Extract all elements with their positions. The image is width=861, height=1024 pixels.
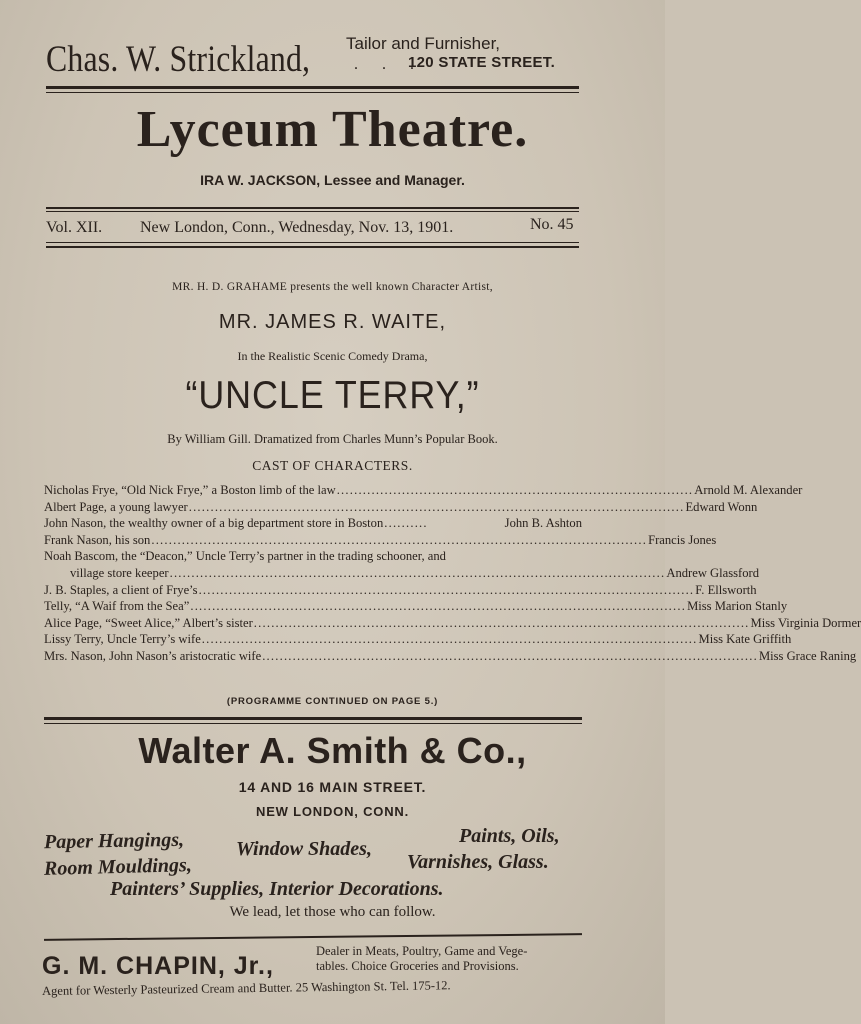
goods-supplies: Painters’ Supplies, Interior Decorations. xyxy=(110,878,444,900)
cast-row xyxy=(44,582,757,599)
goods-shades: Window Shades, xyxy=(236,838,372,860)
theatre-title: Lyceum Theatre. xyxy=(136,101,529,158)
cast-role: Telly, “A Waif from the Sea” xyxy=(44,599,190,614)
chapin-agent-line xyxy=(42,978,451,999)
leader-dots: .......... xyxy=(384,516,428,531)
cast-actor: John B. Ashton xyxy=(504,516,582,531)
issue-rule-top-thin xyxy=(46,211,579,212)
cast-role: Lissy Terry, Uncle Terry’s wife xyxy=(44,632,201,647)
issue-dateline: New London, Conn., Wednesday, Nov. 13, 1901. xyxy=(140,219,454,236)
cast-role: Frank Nason, his son xyxy=(44,532,151,547)
cast-role: Mrs. Nason, John Nason’s aristocratic wife xyxy=(44,648,262,663)
issue-rule-bottom-thin xyxy=(46,242,579,243)
leader-dots: .................................................................................................................. xyxy=(198,582,695,597)
chapin-name: G. M. CHAPIN, Jr., xyxy=(42,952,274,980)
cast-actor: Edward Wonn xyxy=(685,499,758,514)
cast-row xyxy=(44,631,792,648)
cast-list xyxy=(44,482,861,665)
header-rule-thin xyxy=(46,92,579,93)
cast-row xyxy=(44,615,861,632)
leader-dots: .................................................................................................................. xyxy=(190,599,687,614)
theatre-lessee: IRA W. JACKSON, Lessee and Manager. xyxy=(200,172,465,188)
cast-role: J. B. Staples, a client of Frye’s xyxy=(44,582,198,597)
cast-row xyxy=(44,499,758,516)
cast-row xyxy=(44,482,803,499)
leader-dots: .................................................................................................................. xyxy=(151,532,648,547)
goods-paints: Paints, Oils, xyxy=(459,825,560,847)
leader-dots: .................................................................................................................. xyxy=(169,565,666,580)
chapin-agent: Agent for Westerly Pasteurized xyxy=(42,981,199,998)
strickland-name: Chas. W. Strickland, xyxy=(46,39,311,80)
cast-actor: Arnold M. Alexander xyxy=(694,483,803,497)
cast-actor: Miss Virginia Dormer xyxy=(750,615,861,630)
cast-actor: Andrew Glassford xyxy=(666,565,760,580)
issue-volume: Vol. XII. xyxy=(46,219,103,236)
smith-rule-thick xyxy=(44,717,582,720)
goods-varnishes: Varnishes, Glass. xyxy=(407,851,549,873)
goods-paper: Paper Hangings, xyxy=(43,828,185,854)
play-byline: By William Gill. Dramatized from Charles Munn’s Popular Book. xyxy=(167,432,498,446)
cast-role: Alice Page, “Sweet Alice,” Albert’s sister xyxy=(44,615,253,630)
cast-role: village store keeper xyxy=(70,565,169,580)
smith-rule-thin xyxy=(44,723,582,724)
issue-number: No. 45 xyxy=(530,216,574,233)
leader-dots: .................................................................................................................. xyxy=(262,648,758,663)
chapin-dealer-line: tables. Choice Groceries and Provisions. xyxy=(316,959,519,973)
goods-mouldings: Room Mouldings, xyxy=(43,854,193,880)
leader-dots: .................................................................................................................. xyxy=(188,499,685,514)
cast-actor: F. Ellsworth xyxy=(695,582,757,597)
cast-role: Nicholas Frye, “Old Nick Frye,” a Boston limb of the law xyxy=(44,483,336,497)
cast-row xyxy=(44,565,760,582)
cast-row xyxy=(44,598,788,615)
cast-actor: Miss Grace Raning xyxy=(758,648,857,663)
cast-actor: Francis Jones xyxy=(648,532,717,547)
cast-actor: Miss Kate Griffith xyxy=(698,632,792,647)
leader-dots: .................................................................................. xyxy=(336,483,694,497)
chapin-dealer-line: Cream and Butter. 25 Washington St. Tel. 175-12. xyxy=(201,978,451,996)
smith-city: NEW LONDON, CONN. xyxy=(256,804,409,819)
cast-role: Noah Bascom, the “Deacon,” Uncle Terry’s partner in the trading schooner, and xyxy=(44,549,446,564)
cast-heading: CAST OF CHARACTERS. xyxy=(252,458,413,473)
strickland-trade: Tailor and Furnisher, xyxy=(346,34,501,53)
cast-role: John Nason, the wealthy owner of a big department store in Boston xyxy=(44,516,384,531)
cast-row xyxy=(44,548,582,565)
smith-name: Walter A. Smith & Co., xyxy=(138,730,527,771)
leader-dots: .................................................................................................................. xyxy=(201,632,698,647)
header-rule-thick xyxy=(46,86,579,89)
cast-row xyxy=(44,532,717,549)
leader-dots: .................................................................................................................. xyxy=(253,615,750,630)
genre-line: In the Realistic Scenic Comedy Drama, xyxy=(237,349,428,363)
star-name: MR. JAMES R. WAITE, xyxy=(218,311,447,333)
chapin-rule xyxy=(44,933,582,941)
play-title: “UNCLE TERRY,” xyxy=(185,374,480,417)
issue-rule-bottom xyxy=(46,246,579,248)
smith-address: 14 AND 16 MAIN STREET. xyxy=(238,779,427,795)
chapin-dealer-line: Dealer in Meats, Poultry, Game and Vege- xyxy=(316,944,528,958)
cast-actor: Miss Marion Stanly xyxy=(687,599,788,614)
presents-line: MR. H. D. GRAHAME presents the well known Character Artist, xyxy=(172,281,493,293)
cast-row xyxy=(44,648,857,665)
issue-rule-top xyxy=(46,207,579,209)
strickland-dots: . . . xyxy=(354,56,424,73)
cast-row xyxy=(44,515,582,532)
strickland-address: 120 STATE STREET. xyxy=(408,54,556,71)
smith-motto: We lead, let those who can follow. xyxy=(229,904,436,920)
cast-role: Albert Page, a young lawyer xyxy=(44,499,188,514)
continued-note: (PROGRAMME CONTINUED ON PAGE 5.) xyxy=(226,696,439,707)
chapin-dealer-text xyxy=(316,944,527,974)
